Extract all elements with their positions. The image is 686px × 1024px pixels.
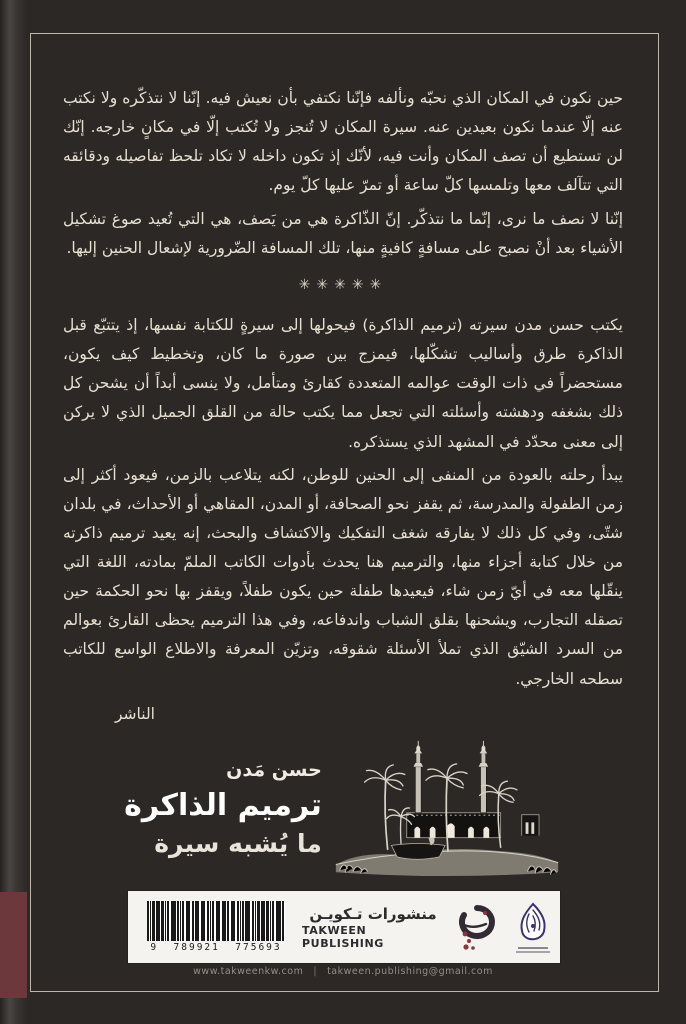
- excerpt-paragraph: إنّنا لا نصف ما نرى، إنّما ما نتذكّر. إنّ الذّاكرة هي من يَصف، هي التي تُعيد صوغ تشكيل الأشياء بعد أنْ نصبح على مسافةٍ كافيةٍ منها، تلك المسافة الضّرورية لإشعال الحنين إليها.: [63, 209, 623, 257]
- book-title: ترميم الذاكرة: [124, 787, 322, 823]
- spine-maroon-band: [0, 892, 27, 998]
- title-column: [124, 759, 322, 858]
- book-spine-edge: [0, 0, 27, 1024]
- publisher-website: www.takweenkw.com: [193, 966, 304, 977]
- blurb-paragraph: يبدأ رحلته بالعودة من المنفى إلى الحنين للوطن، لكنه يتلاعب بالزمن، فيعود أكثر إلى زمن الطفولة والمدرسة، ثم يقفز نحو الصحافة، أو المدن، المقاهي أو الأحداث، في بلدان شتّى، وفي كل ذلك لا يفارقه شغف التفكيك والاكتشاف والبحث، إنه يعيد ترميم ذاكرته من خلال كتابة أجزاء منها، والترميم هنا يحدث بأدوات الكاتب الملمّ بمادته، اللغة التي ينقّلها معه في أيّ زمن شاء، فيعيدها طفلة حين يكون طفلاً، ويقفز بها نحو الحكمة حين تصقله التجارب، ويشحنها بقلق الشباب واندفاعه، وفي هذا الترميم يحظى القارئ بعوالم من السرد الشيّق الذي تملأ الأسئلة شقوقه، وتزيّن المعرفة والاطلاع الواسع للكاتب سطحه الخارجي.: [63, 465, 623, 688]
- publisher-email: takween.publishing@gmail.com: [327, 966, 493, 977]
- contact-line: [0, 966, 686, 977]
- barcode-icon: [147, 901, 285, 941]
- blurb-paragraph: يكتب حسن مدن سيرته (ترميم الذاكرة) فيحولها إلى سيرةٍ للكتابة نفسها، إذ يتتبّع قبل الذاكرة طرق وأساليب تشكّلها، فيمزج بين صورة ما كان، وتخطيط كيف يكون، مستحضراً في ذات الوقت عوالمه المتعددة كقارئ ومتأمل، ولا ينسى أبداً أن يشحن كل ذلك بشغفه ودهشته وأسئلته التي تجعل مما يكتب حالة من القلق الجميل الذي لا يركن إلى معنى محدّد في المشهد الذي يستذكره.: [63, 316, 623, 451]
- excerpt-paragraph: حين نكون في المكان الذي نحبّه ونألفه فإنّنا نكتفي بأن نعيش فيه. إنّنا لا نتذكّره ولا نكتب عنه إلّا عندما نكون بعيدين عنه. سيرة المكان لا تُنجز ولا تُكتب إلّا في مكانٍ خارجه. إنّك لن تستطيع أن تصف المكان وأنت فيه، لأنّك إذ تكون داخله لا تكاد تلحظ تفاصيله ودقائقه التي تتآلف معها وتلمسها كلّ ساعة أو تمرّ عليها كلّ يوم.: [63, 89, 623, 195]
- takween-calligraphy-logo-icon: [454, 901, 500, 953]
- publisher-name-english: TAKWEEN PUBLISHING: [302, 923, 384, 950]
- title-block: [62, 734, 624, 882]
- contact-divider: |: [313, 966, 318, 977]
- star-separator: ✳✳✳✳✳: [298, 276, 388, 293]
- publisher-strip: [128, 891, 560, 963]
- roundel-caption-line: [518, 947, 548, 949]
- roundel-caption-line: [516, 951, 550, 953]
- isbn-number: 9 789921 775693: [150, 942, 282, 953]
- isbn-block: [140, 901, 292, 953]
- mosque-illustration-icon: [332, 736, 562, 880]
- back-cover-text: [63, 84, 623, 729]
- publisher-roundel-block: [514, 902, 552, 953]
- publisher-name-arabic: منشورات تـكويـن: [309, 904, 437, 923]
- publisher-roundel-logo-icon: [514, 902, 552, 946]
- publisher-signature: الناشر: [115, 704, 155, 723]
- book-subtitle: ما يُشبه سيرة: [154, 828, 322, 858]
- author-name: حسن مَدن: [226, 758, 322, 781]
- publisher-name-block: [302, 905, 444, 950]
